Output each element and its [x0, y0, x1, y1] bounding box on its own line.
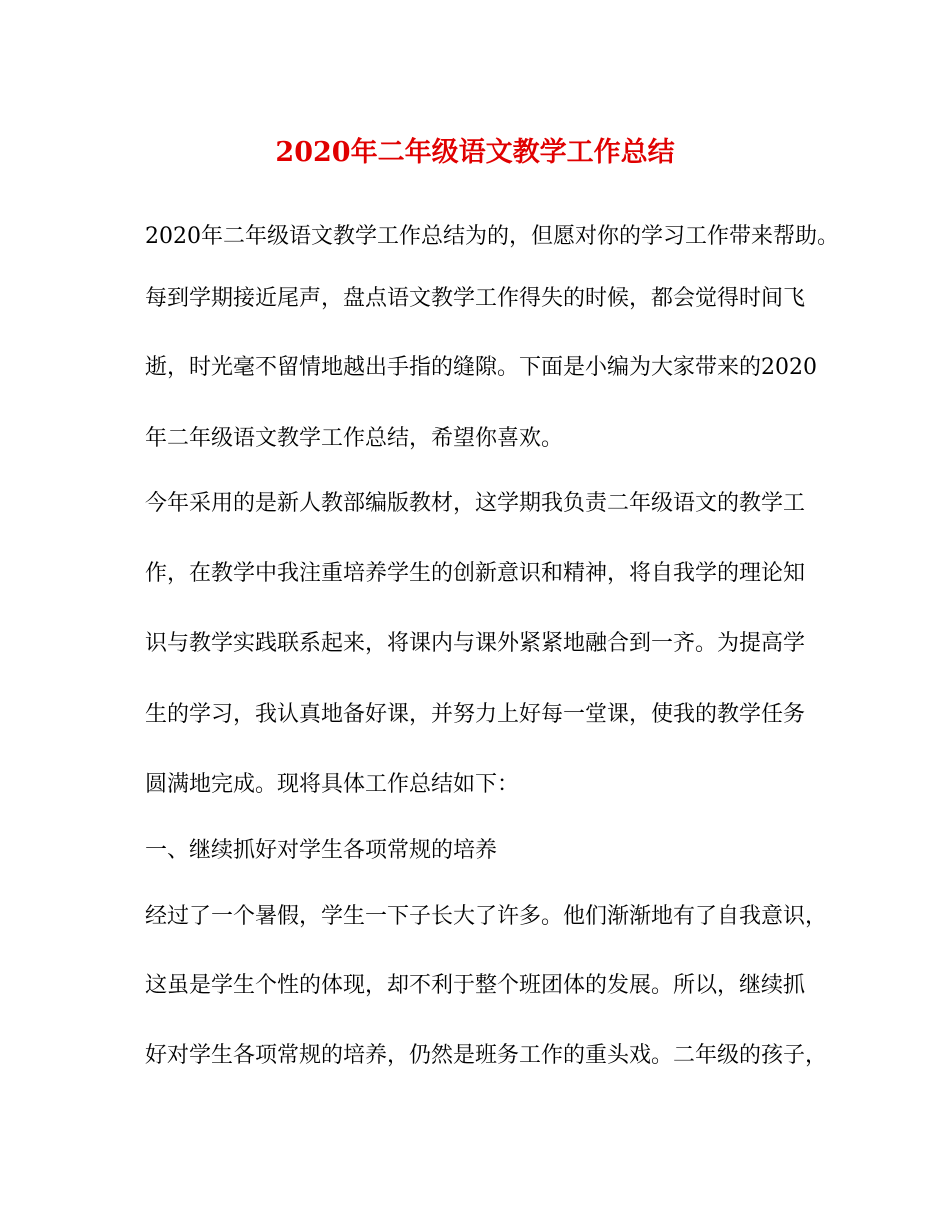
paragraph-line: 这虽是学生个性的体现，却不利于整个班团体的发展。所以，继续抓	[145, 973, 806, 998]
paragraph-line: 生的学习，我认真地备好课，并努力上好每一堂课，使我的教学任务	[145, 702, 806, 727]
document-title: 2020年二年级语文教学工作总结	[275, 137, 675, 168]
section-heading: 一、继续抓好对学生各项常规的培养	[145, 838, 498, 863]
paragraph-line: 经过了一个暑假，学生一下子长大了许多。他们渐渐地有了自我意识，	[145, 904, 828, 929]
paragraph-line: 2020年二年级语文教学工作总结为的，但愿对你的学习工作带来帮助。	[145, 224, 839, 249]
paragraph-line: 每到学期接近尾声，盘点语文教学工作得失的时候，都会觉得时间飞	[145, 286, 806, 311]
paragraph-line: 识与教学实践联系起来，将课内与课外紧紧地融合到一齐。为提高学	[145, 631, 806, 656]
paragraph-line: 年二年级语文教学工作总结，希望你喜欢。	[145, 426, 564, 451]
paragraph-line: 逝，时光毫不留情地越出手指的缝隙。下面是小编为大家带来的2020	[145, 355, 817, 380]
paragraph-line: 作，在教学中我注重培养学生的创新意识和精神，将自我学的理论知	[145, 561, 806, 586]
paragraph-line: 好对学生各项常规的培养，仍然是班务工作的重头戏。二年级的孩子，	[145, 1043, 828, 1068]
paragraph-line: 圆满地完成。现将具体工作总结如下：	[145, 772, 520, 797]
paragraph-line: 今年采用的是新人教部编版教材，这学期我负责二年级语文的教学工	[145, 491, 806, 516]
